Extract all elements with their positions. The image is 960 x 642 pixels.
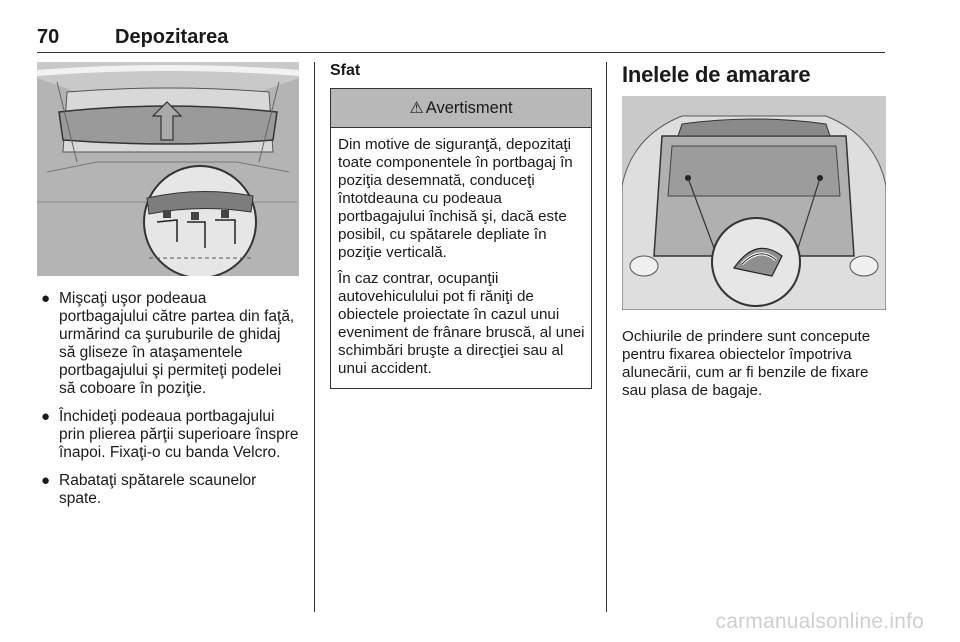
- warning-title: Avertisment: [425, 98, 513, 117]
- column-divider: [314, 62, 315, 612]
- list-item: ● Rabataţi spătarele scaunelor spate.: [41, 472, 257, 507]
- lashing-eyes-description: Ochiurile de prindere sunt concepute pentru fixarea obiectelor împotriva alunecării, cum ar fi benzile de fixare sau plasa de bagaje.: [622, 328, 871, 399]
- page-number: 70: [37, 26, 60, 48]
- column-left: [37, 62, 299, 518]
- warning-paragraph: Din motive de siguranţă, depozitaţi toate componentele în portbagaj în poziţia desemnată, conduceţi întotdeauna cu podeaua portbagajului închisă şi, dacă este posibil, cu spătarele depliate în poziţie verticală.: [338, 136, 573, 261]
- column-right: [622, 62, 886, 400]
- warning-box: [330, 88, 592, 389]
- column-middle: [330, 62, 592, 389]
- column-divider: [606, 62, 607, 612]
- page-header: [37, 24, 885, 53]
- tip-label: Sfat: [330, 62, 361, 79]
- page-title: Depozitarea: [115, 26, 229, 48]
- watermark: carmanualsonline.info: [715, 610, 924, 633]
- list-item: ● Mişcaţi uşor podeaua portbagajului către partea din faţă, urmărind ca şuruburile de ghidaj să gliseze în ataşamentele portbagajului şi permiteţi podelei să coboare în poziţie.: [41, 290, 295, 397]
- warning-triangle-icon: ⚠: [409, 100, 424, 117]
- instruction-list: [37, 290, 299, 508]
- warning-header: [331, 89, 591, 128]
- trunk-floor-illustration: [37, 62, 299, 276]
- section-title: Inelele de amarare: [622, 62, 811, 87]
- warning-body: [331, 128, 591, 388]
- list-item: ● Închideţi podeaua portbagajului prin plierea părţii superioare înspre înapoi. Fixaţi-o cu banda Velcro.: [41, 408, 299, 461]
- warning-paragraph: În caz contrar, ocupanţii autovehiculului pot fi răniţi de obiectele proiectate în cazul unui eveniment de frânare bruscă, al unei schimbări bruşte a direcţiei sau al unui accident.: [338, 270, 585, 377]
- lashing-eyes-illustration: [622, 96, 886, 310]
